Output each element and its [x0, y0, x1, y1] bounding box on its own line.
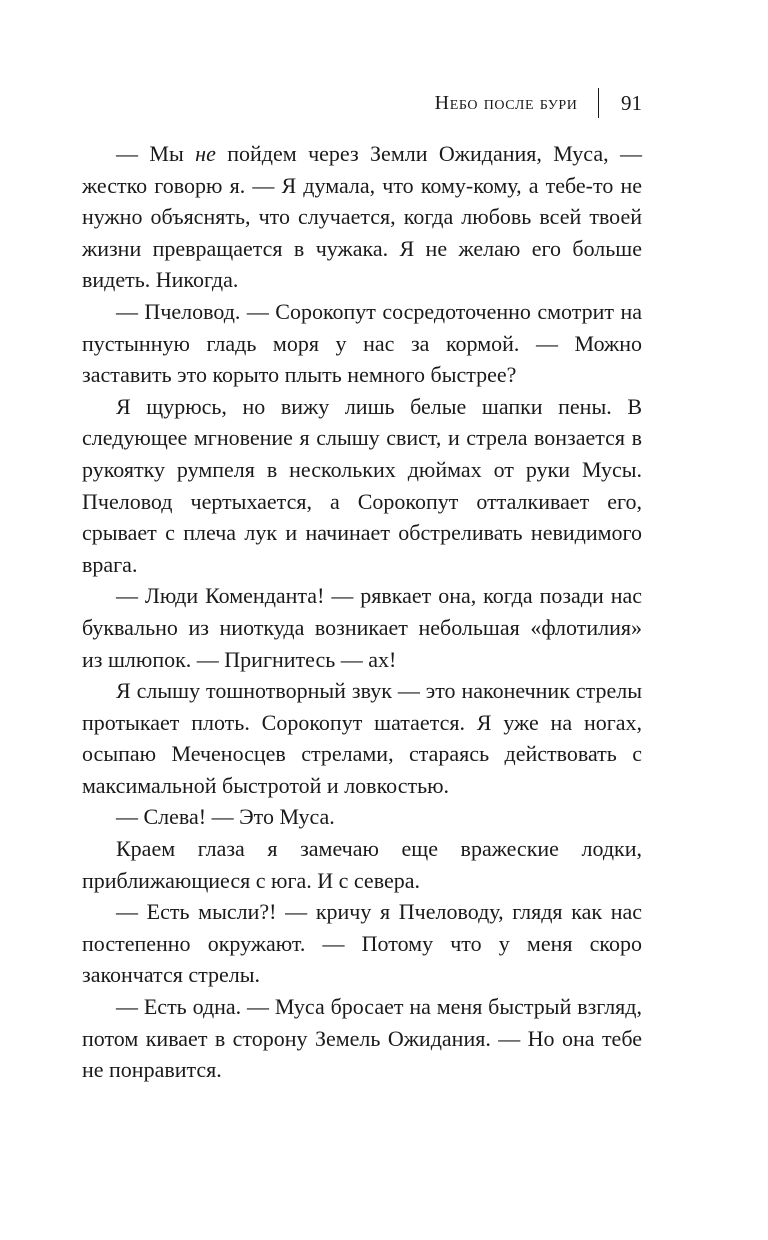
paragraph-5: Я слышу тошнотворный звук — это наконечник стрелы протыкает плоть. Сорокопут шатается. Я уже на ногах, осыпаю Меченосцев стрелами, стараясь действовать с максимальной быстротой и ловкостью.: [82, 678, 642, 798]
paragraph-3: Я щурюсь, но вижу лишь белые шапки пены. В следующее мгновение я слышу свист, и стрела вонзается в рукоятку румпеля в нескольких дюймах от руки Мусы. Пчеловод чертыхается, а Сорокопут отталкивает его, срывает с плеча лук и начинает обстреливать невидимого врага.: [82, 393, 642, 577]
paragraph-7: Краем глаза я замечаю еще вражеские лодки, приближающиеся с юга. И с севера.: [82, 836, 642, 893]
running-title: Небо после бури: [434, 91, 578, 114]
header-divider: [598, 88, 600, 118]
paragraph-1-end: пойдем через Земли Ожидания, Муса, — жестко говорю я. — Я думала, что кому-кому, а тебе-то не нужно объяснять, что случается, когда любовь всей твоей жизни превращается в чужака. Я не желаю его больше видеть. Никогда.: [82, 141, 642, 293]
paragraph-1-emphasis: не: [195, 141, 216, 166]
body-text: [82, 138, 642, 1086]
paragraph-6: — Слева! — Это Муса.: [116, 804, 335, 830]
paragraph-9: — Есть одна. — Муса бросает на меня быстрый взгляд, потом кивает в сторону Земель Ожидания. — Но она тебе не понравится.: [82, 994, 642, 1083]
paragraph-4: — Люди Коменданта! — рявкает она, когда позади нас буквально из ниоткуда возникает небольшая «флотилия» из шлюпок. — Пригнитесь — ах!: [82, 583, 642, 672]
paragraph-1-start: — Мы: [116, 141, 196, 166]
paragraph-1: [82, 138, 642, 296]
paragraph-8: — Есть мысли?! — кричу я Пчеловоду, глядя как нас постепенно окружают. — Потому что у меня скоро закончатся стрелы.: [82, 899, 642, 988]
running-head: [0, 88, 642, 118]
page-number: 91: [621, 90, 642, 115]
paragraph-2: — Пчеловод. — Сорокопут сосредоточенно смотрит на пустынную гладь моря у нас за кормой. — Можно заставить это корыто плыть немного быстрее?: [82, 298, 642, 388]
